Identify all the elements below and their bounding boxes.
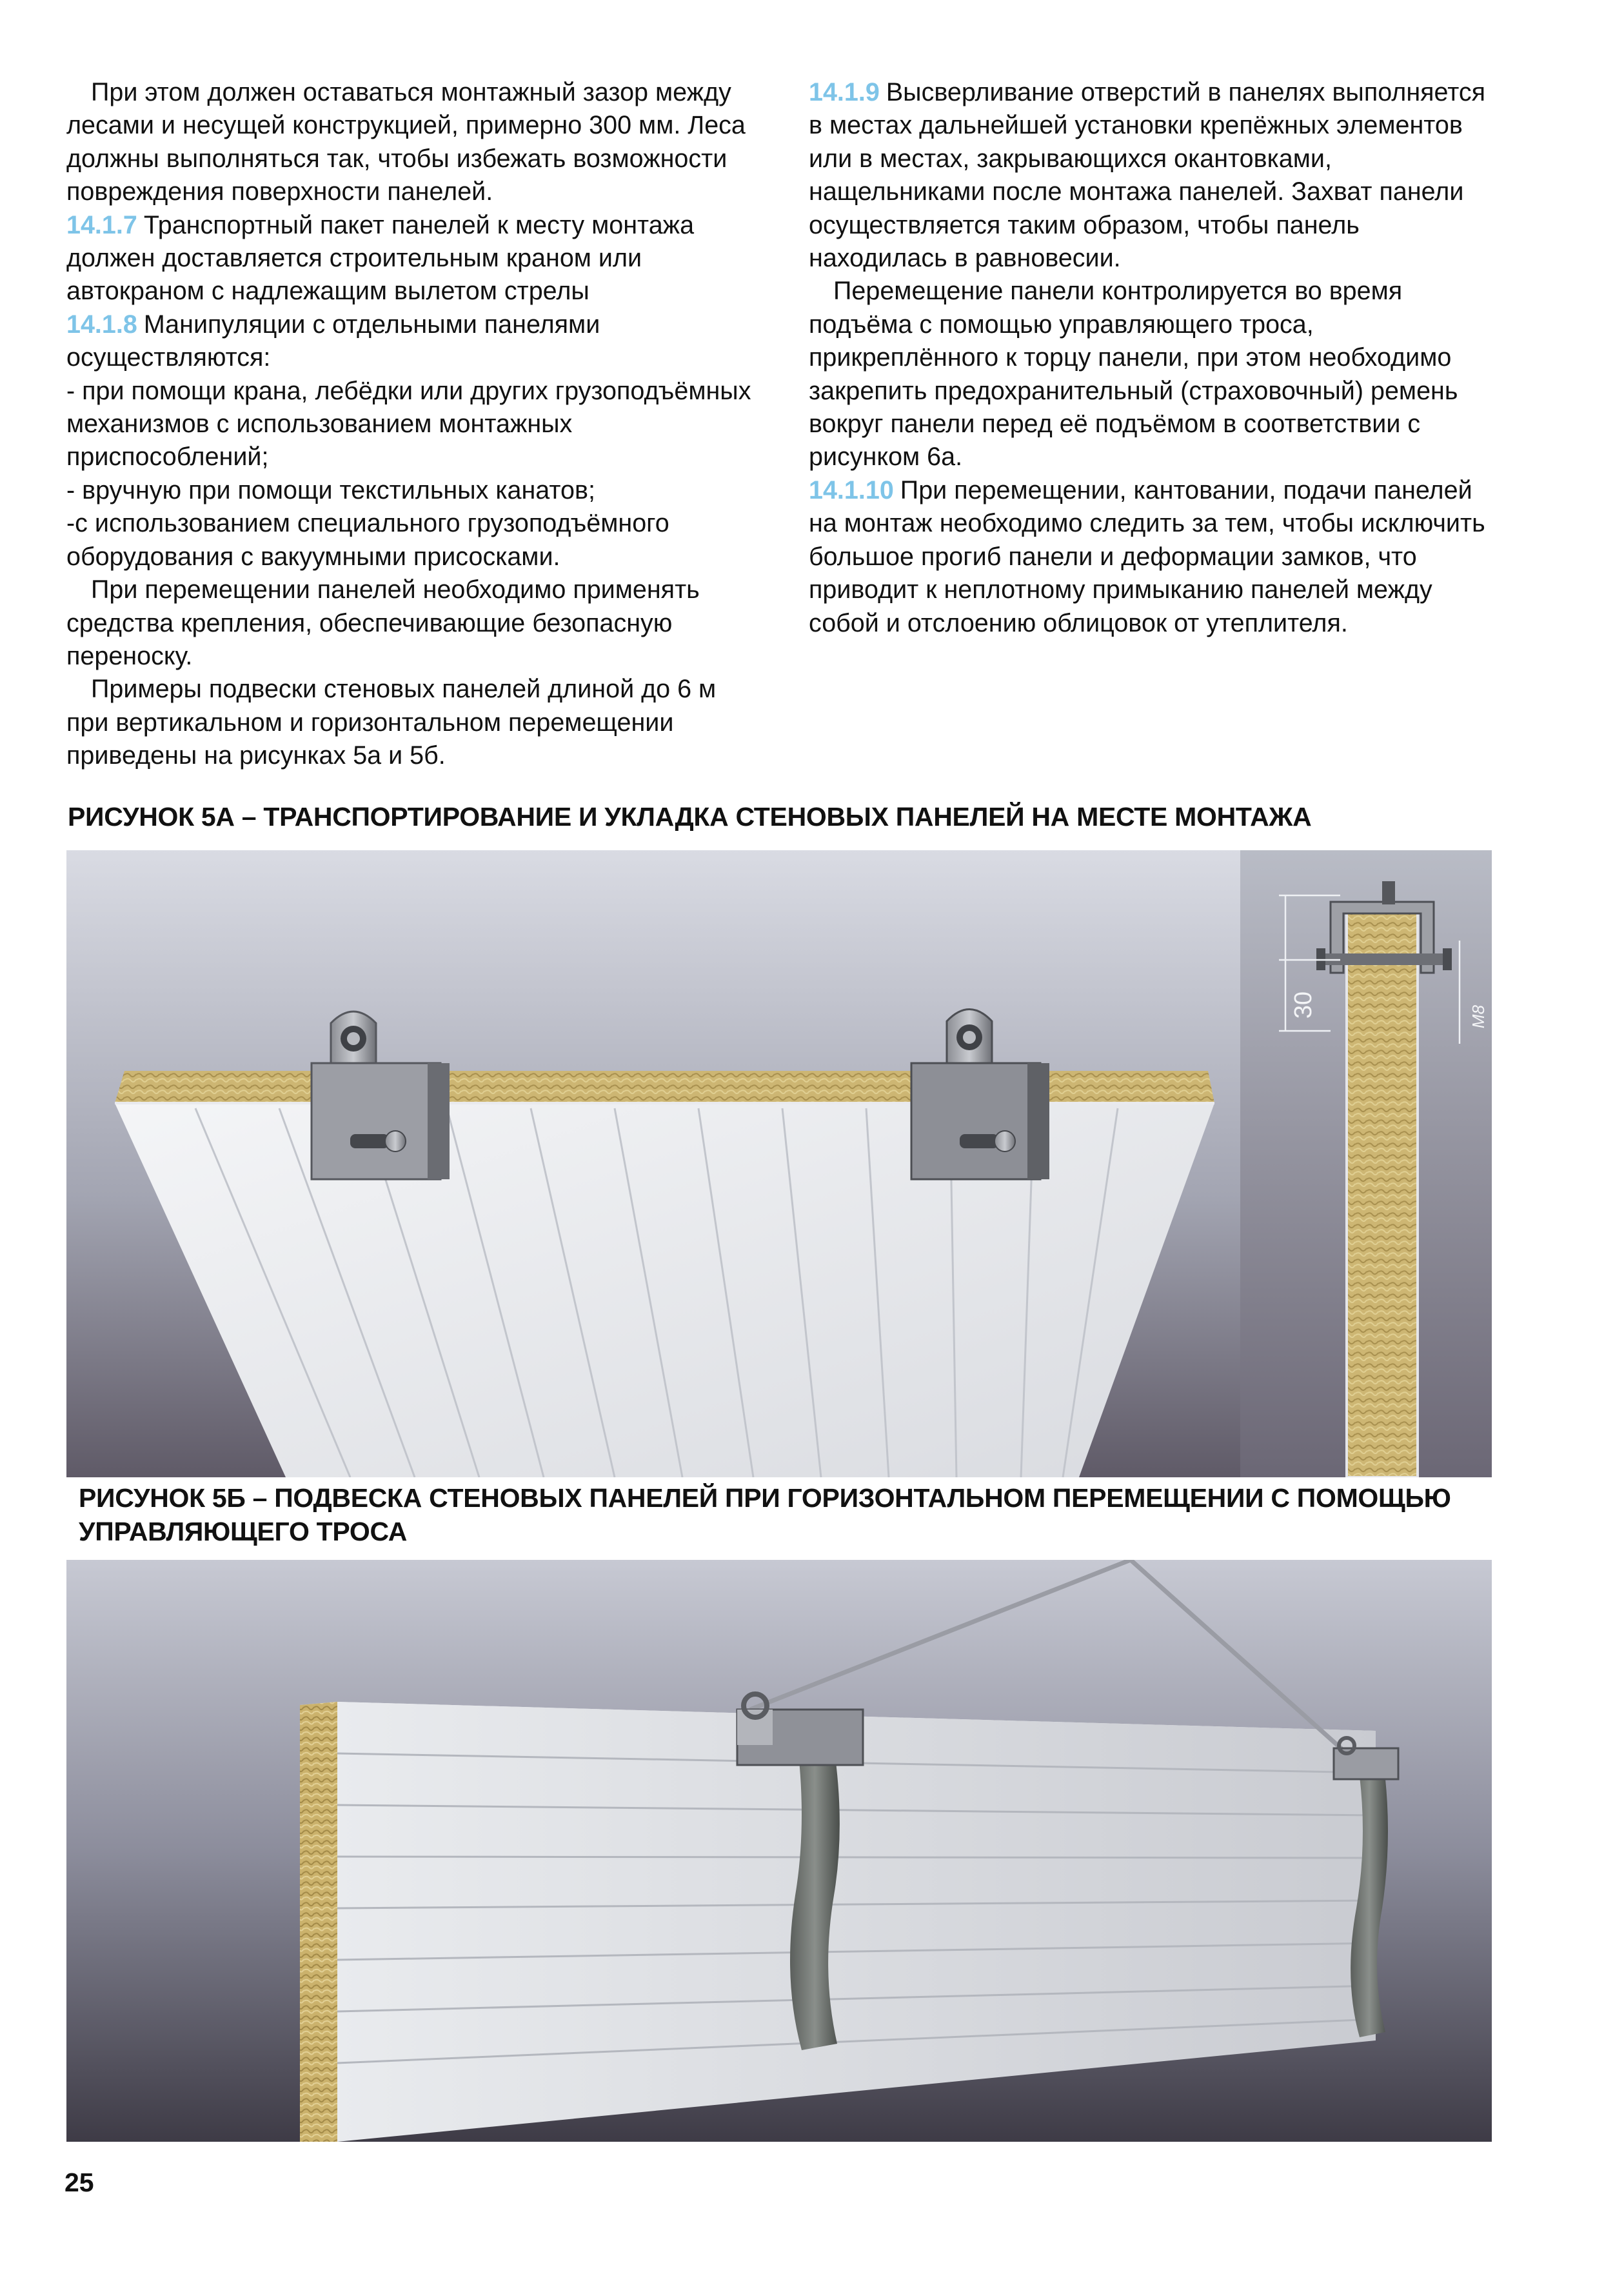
section-14-1-7 xyxy=(66,209,763,308)
paragraph: При этом должен оставаться монтажный зазор между лесами и несущей конструкцией, примерно 300 мм. Леса должны выполняться так, чтобы избежать возможности повреждения поверхности панелей. xyxy=(66,78,746,206)
list-item: -с использованием специального грузоподъёмного оборудования с вакуумными присосками. xyxy=(66,509,669,571)
paragraph: При перемещении панелей необходимо применять средства крепления, обеспечивающие безопасную переноску. xyxy=(66,575,700,670)
section-14-1-8 xyxy=(66,308,763,375)
dimension-label: 30 xyxy=(1290,991,1317,1019)
panel-cross-section xyxy=(1347,912,1418,1477)
section-number: 14.1.10 xyxy=(809,475,894,504)
section-14-1-10 xyxy=(809,474,1499,640)
section-number: 14.1.7 xyxy=(66,210,137,239)
wall-panel-face xyxy=(115,1103,1214,1477)
paragraph: Примеры подвески стеновых панелей длиной до 6 м при вертикальном и горизонтальном перемещении приведены на рисунках 5а и 5б. xyxy=(66,675,717,770)
left-text-column xyxy=(66,76,763,773)
section-text: Манипуляции с отдельными панелями осуществляются: xyxy=(66,310,600,372)
figure-5a-panel-lifting xyxy=(66,850,1492,1477)
figure-5a-illustration xyxy=(66,850,1492,1477)
mineral-wool-edge xyxy=(115,1071,1214,1103)
section-number: 14.1.8 xyxy=(66,310,137,339)
section-14-1-9 xyxy=(809,76,1499,275)
section-text: При перемещении, кантовании, подачи панелей на монтаж необходимо следить за тем, чтобы исключить большое прогиб панели и деформации замков, что приводит к неплотному примыканию панелей между собой и отслоению облицовок от утеплителя. xyxy=(809,475,1485,637)
figure-5b-horizontal-lifting xyxy=(66,1560,1492,2142)
section-text: Транспортный пакет панелей к месту монтажа должен доставляется строительным краном или автокраном с надлежащим вылетом стрелы xyxy=(66,210,695,306)
page-number: 25 xyxy=(64,2168,94,2197)
list-item: - вручную при помощи текстильных канатов; xyxy=(66,475,595,504)
list-item: - при помощи крана, лебёдки или других грузоподъёмных механизмов с использованием монтажных приспособлений; xyxy=(66,376,751,472)
section-number: 14.1.9 xyxy=(809,78,880,106)
figure-5b-title: РИСУНОК 5Б – ПОДВЕСКА СТЕНОВЫХ ПАНЕЛЕЙ ПРИ ГОРИЗОНТАЛЬНОМ ПЕРЕМЕЩЕНИИ С ПОМОЩЬЮ УПРАВЛЯЮЩЕГО ТРОСА xyxy=(79,1483,1451,1546)
section-text: Высверливание отверстий в панелях выполняется в местах дальнейшей установки крепёжных элементов или в местах, закрывающихся окантовками, нащельниками после монтажа панелей. Захват панели осуществляется таким образом, чтобы панель находилась в равновесии. xyxy=(809,78,1486,273)
paragraph: Перемещение панели контролируется во время подъёма с помощью управляющего троса, прикреплённого к торцу панели, при этом необходимо закрепить предохранительный (страховочный) ремень вокруг панели перед её подъёмом в соответствии с рисунком 6а. xyxy=(809,277,1458,472)
figure-5a-title: РИСУНОК 5А – ТРАНСПОРТИРОВАНИЕ И УКЛАДКА СТЕНОВЫХ ПАНЕЛЕЙ НА МЕСТЕ МОНТАЖА xyxy=(68,802,1312,832)
figure-5b-illustration xyxy=(66,1560,1492,2142)
right-text-column xyxy=(809,76,1499,640)
bolt-size-label: M8 xyxy=(1469,1004,1488,1029)
mineral-wool-end xyxy=(300,1702,337,2142)
